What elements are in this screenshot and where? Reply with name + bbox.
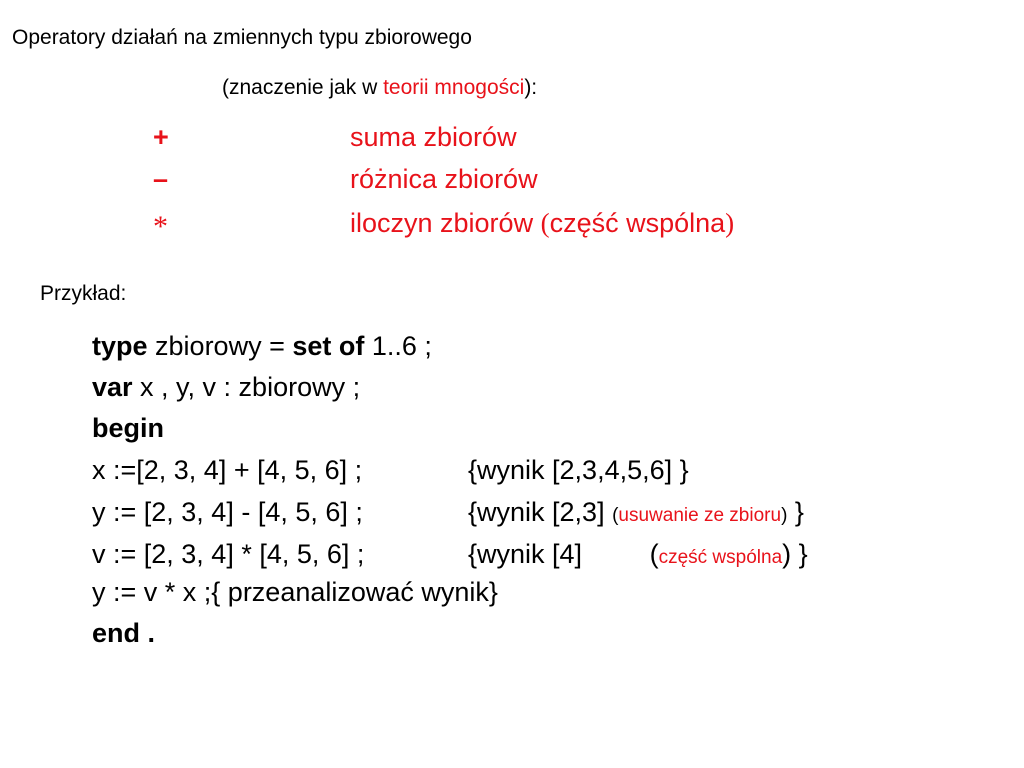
operator-desc-union: suma zbiorów (350, 122, 517, 152)
code-line-type (92, 331, 432, 362)
comment-paren: ) (781, 505, 788, 526)
intersection-note: część wspólna (549, 208, 726, 238)
code-text: x , y, v : zbiorowy ; (132, 372, 361, 402)
operator-symbol-plus: + (153, 122, 169, 152)
comment-text: {wynik [2,3] (468, 497, 613, 527)
code-line-difference (92, 497, 912, 528)
code-comment (468, 497, 804, 528)
slide-subtitle (222, 76, 537, 100)
keyword-var: var (92, 372, 133, 402)
code-text: y := [2, 3, 4] - [4, 5, 6] ; (92, 497, 363, 527)
code-comment: {wynik [2,3,4,5,6] } (468, 455, 689, 485)
code-line-end: end . (92, 618, 156, 648)
comment-paren: ( (649, 539, 659, 569)
operator-symbol-minus: – (153, 164, 169, 194)
operator-symbol-star: * (153, 210, 168, 243)
example-label: Przykład: (40, 282, 127, 305)
code-line-analyze: y := v * x ;{ przeanalizować wynik} (92, 577, 498, 607)
subtitle-suffix: ): (524, 76, 538, 99)
code-line-begin: begin (92, 413, 164, 443)
code-text: v := [2, 3, 4] * [4, 5, 6] ; (92, 539, 365, 569)
subtitle-highlight: teorii mnogości (383, 76, 525, 99)
comment-text: } (791, 539, 808, 569)
comment-note: część wspólna (658, 547, 783, 568)
comment-text: {wynik [4] (468, 539, 583, 569)
slide-title: Operatory działań na zmiennych typu zbiorowego (12, 26, 472, 49)
code-text: zbiorowy = (147, 331, 293, 361)
intersection-paren-close: ) (725, 208, 735, 238)
code-text: x :=[2, 3, 4] + [4, 5, 6] ; (92, 455, 363, 485)
code-line-var (92, 372, 360, 403)
code-line-union (92, 455, 792, 486)
comment-gap (582, 539, 650, 569)
comment-text: } (787, 497, 804, 527)
intersection-label: iloczyn zbiorów (350, 208, 541, 238)
operator-desc-difference: różnica zbiorów (350, 164, 538, 194)
code-line-intersection (92, 539, 912, 570)
comment-note: usuwanie ze zbioru (618, 505, 782, 526)
code-text: 1..6 ; (364, 331, 432, 361)
comment-paren: ) (782, 539, 792, 569)
comment-paren: ( (612, 505, 619, 526)
intersection-paren-open: ( (540, 208, 550, 238)
keyword-type: type (92, 331, 148, 361)
subtitle-prefix: (znaczenie jak w (222, 76, 384, 99)
keyword-set-of: set of (292, 331, 365, 361)
operator-desc-intersection (350, 208, 734, 239)
code-comment (468, 539, 808, 570)
